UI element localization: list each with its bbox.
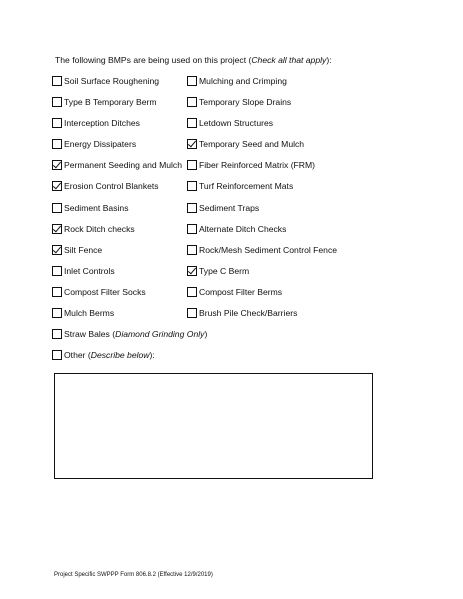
checkbox[interactable] <box>187 160 197 170</box>
bmp-permanent-seeding-and-mulch[interactable] <box>52 159 182 171</box>
bmp-erosion-control-blankets[interactable] <box>52 180 159 192</box>
checkbox-checked[interactable] <box>52 224 62 234</box>
checkbox[interactable] <box>187 224 197 234</box>
checkbox-checked[interactable] <box>187 139 197 149</box>
bmp-brush-pile-check-barriers[interactable] <box>187 307 297 319</box>
bmp-interception-ditches[interactable] <box>52 117 140 129</box>
bmp-temporary-seed-and-mulch[interactable] <box>187 138 304 150</box>
checkbox-label: Rock/Mesh Sediment Control Fence <box>199 245 338 255</box>
bmp-type-b-temporary-berm[interactable] <box>52 96 157 108</box>
checkbox-label: Other (Describe below): <box>64 350 155 360</box>
checkbox[interactable] <box>187 76 197 86</box>
checkbox-label: Compost Filter Socks <box>64 287 146 297</box>
checkbox-label: Rock Ditch checks <box>64 224 135 234</box>
bmp-compost-filter-berms[interactable] <box>187 286 282 298</box>
bmp-turf-reinforcement-mats[interactable] <box>187 180 293 192</box>
bmp-letdown-structures[interactable] <box>187 117 273 129</box>
checkbox[interactable] <box>52 308 62 318</box>
checkbox-label: Soil Surface Roughening <box>64 76 160 86</box>
bmp-inlet-controls[interactable] <box>52 265 115 277</box>
bmp-alternate-ditch-checks[interactable] <box>187 223 286 235</box>
bmp-type-c-berm[interactable] <box>187 265 249 277</box>
checkbox-checked[interactable] <box>187 266 197 276</box>
checkbox-checked[interactable] <box>52 160 62 170</box>
checkbox-label: Mulching and Crimping <box>199 76 287 86</box>
checkbox[interactable] <box>52 350 62 360</box>
bmp-temporary-slope-drains[interactable] <box>187 96 291 108</box>
checkbox[interactable] <box>187 245 197 255</box>
checkbox[interactable] <box>52 287 62 297</box>
checkbox[interactable] <box>52 266 62 276</box>
checkbox-label: Brush Pile Check/Barriers <box>199 308 298 318</box>
checkbox-label: Fiber Reinforced Matrix (FRM) <box>199 160 316 170</box>
checkbox[interactable] <box>187 203 197 213</box>
checkbox-checked[interactable] <box>52 181 62 191</box>
checkbox-label: Temporary Seed and Mulch <box>199 139 305 149</box>
checkbox[interactable] <box>187 287 197 297</box>
checkbox-label: Type B Temporary Berm <box>64 97 157 107</box>
checkbox-label: Turf Reinforcement Mats <box>199 181 294 191</box>
bmp-compost-filter-socks[interactable] <box>52 286 146 298</box>
checkbox-label: Permanent Seeding and Mulch <box>64 160 183 170</box>
checkbox-label: Energy Dissipaters <box>64 139 137 149</box>
bmp-fiber-reinforced-matrix[interactable] <box>187 159 315 171</box>
checkbox-checked[interactable] <box>52 245 62 255</box>
bmp-silt-fence[interactable] <box>52 244 102 256</box>
bmp-straw-bales[interactable] <box>52 328 207 340</box>
instructions-text: The following BMPs are being used on this project (Check all that apply): <box>55 55 332 65</box>
bmp-soil-surface-roughening[interactable] <box>52 75 159 87</box>
bmp-rock-ditch-checks[interactable] <box>52 223 135 235</box>
checkbox[interactable] <box>187 308 197 318</box>
checkbox-label: Inlet Controls <box>64 266 115 276</box>
bmp-sediment-basins[interactable] <box>52 202 129 214</box>
checkbox-label: Silt Fence <box>64 245 103 255</box>
checkbox[interactable] <box>52 76 62 86</box>
checkbox[interactable] <box>52 118 62 128</box>
checkbox[interactable] <box>187 181 197 191</box>
checkbox-label: Mulch Berms <box>64 308 115 318</box>
bmp-other[interactable] <box>52 349 155 361</box>
bmp-mulch-berms[interactable] <box>52 307 114 319</box>
bmp-sediment-traps[interactable] <box>187 202 259 214</box>
checkbox-label: Alternate Ditch Checks <box>199 224 287 234</box>
checkbox[interactable] <box>52 97 62 107</box>
checkbox[interactable] <box>187 97 197 107</box>
checkbox-label: Interception Ditches <box>64 118 140 128</box>
checkbox-label: Letdown Structures <box>199 118 274 128</box>
checkbox-label: Type C Berm <box>199 266 250 276</box>
checkbox[interactable] <box>52 139 62 149</box>
other-description-textarea[interactable] <box>54 373 373 479</box>
checkbox-label: Straw Bales (Diamond Grinding Only) <box>64 329 208 339</box>
bmp-rock-mesh-sediment-control-fence[interactable] <box>187 244 337 256</box>
checkbox-label: Sediment Traps <box>199 203 260 213</box>
checkbox[interactable] <box>52 329 62 339</box>
bmp-energy-dissipaters[interactable] <box>52 138 136 150</box>
bmp-mulching-and-crimping[interactable] <box>187 75 287 87</box>
checkbox-label: Compost Filter Berms <box>199 287 283 297</box>
form-footer: Project Specific SWPPP Form 806.8.2 (Effective 12/9/2019) <box>54 572 213 578</box>
checkbox-label: Sediment Basins <box>64 203 129 213</box>
checkbox-label: Temporary Slope Drains <box>199 97 292 107</box>
checkbox[interactable] <box>52 203 62 213</box>
checkbox[interactable] <box>187 118 197 128</box>
checkbox-label: Erosion Control Blankets <box>64 181 159 191</box>
